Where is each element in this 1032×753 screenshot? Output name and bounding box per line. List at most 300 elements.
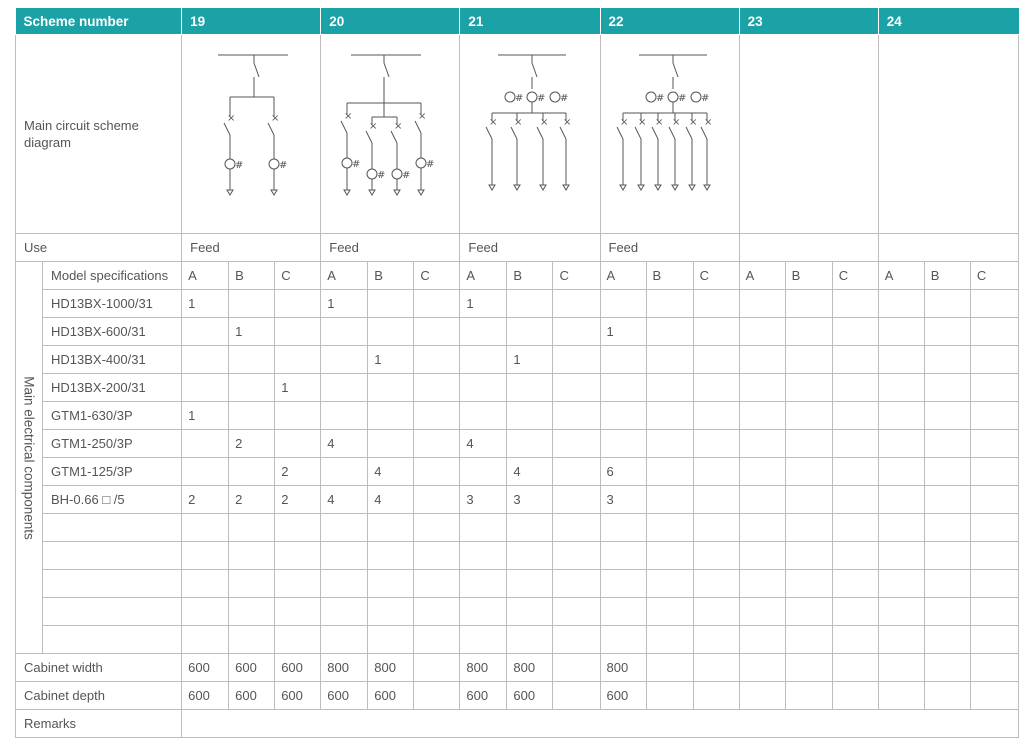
quantity-cell: 1	[182, 402, 229, 430]
switch-blade	[537, 127, 543, 139]
column-letter: C	[970, 262, 1018, 290]
quantity-cell	[414, 290, 460, 318]
quantity-cell	[646, 346, 693, 374]
quantity-cell	[414, 570, 460, 598]
quantity-cell	[739, 486, 785, 514]
quantity-cell: 3	[507, 486, 553, 514]
cabinet-width-cell: 800	[460, 654, 507, 682]
component-model-name	[43, 514, 182, 542]
table-row	[16, 598, 1019, 626]
quantity-cell	[693, 374, 739, 402]
ct-hash-mark: #	[515, 93, 524, 104]
column-letter: B	[646, 262, 693, 290]
quantity-cell	[693, 290, 739, 318]
quantity-cell	[414, 430, 460, 458]
quantity-cell: 1	[460, 290, 507, 318]
quantity-cell: 2	[182, 486, 229, 514]
breaker-x-mark: ×	[540, 117, 549, 128]
quantity-cell: 6	[600, 458, 646, 486]
quantity-cell	[832, 290, 878, 318]
cabinet-depth-row	[16, 682, 1019, 710]
quantity-cell	[414, 514, 460, 542]
quantity-cell	[878, 402, 924, 430]
quantity-cell	[832, 318, 878, 346]
quantity-cell: 1	[321, 290, 368, 318]
scheme-table	[15, 8, 1019, 738]
quantity-cell	[507, 318, 553, 346]
main-electrical-components-label	[16, 262, 43, 654]
column-letter: B	[924, 262, 970, 290]
use-value: Feed	[182, 234, 321, 262]
quantity-cell	[553, 514, 600, 542]
switch-blade	[415, 121, 421, 133]
switch-blade	[652, 127, 658, 139]
scheme-number-header: Scheme number	[16, 8, 182, 35]
cabinet-depth-cell: 600	[507, 682, 553, 710]
column-letter: A	[460, 262, 507, 290]
quantity-cell	[878, 318, 924, 346]
use-row	[16, 234, 1019, 262]
switch-blade	[686, 127, 692, 139]
cabinet-depth-cell: 600	[321, 682, 368, 710]
column-letter: C	[414, 262, 460, 290]
outgoing-arrow-icon	[489, 185, 495, 190]
quantity-cell	[321, 598, 368, 626]
component-model-name: HD13BX-400/31	[43, 346, 182, 374]
outgoing-arrow-icon	[394, 190, 400, 195]
quantity-cell	[368, 318, 414, 346]
cabinet-width-cell: 800	[321, 654, 368, 682]
quantity-cell	[368, 374, 414, 402]
quantity-cell	[832, 570, 878, 598]
scheme-21-header: 21	[460, 8, 600, 35]
quantity-cell	[507, 514, 553, 542]
quantity-cell	[693, 598, 739, 626]
quantity-cell	[878, 626, 924, 654]
quantity-cell: 1	[368, 346, 414, 374]
quantity-cell	[693, 430, 739, 458]
switch-blade	[673, 63, 678, 77]
diagram-23	[739, 35, 878, 234]
cabinet-depth-cell	[832, 682, 878, 710]
cabinet-depth-cell	[693, 682, 739, 710]
column-letter: C	[693, 262, 739, 290]
switch-blade	[391, 131, 397, 143]
column-letter: B	[229, 262, 275, 290]
quantity-cell	[182, 626, 229, 654]
quantity-cell	[321, 402, 368, 430]
quantity-cell: 1	[182, 290, 229, 318]
cabinet-width-cell	[739, 654, 785, 682]
quantity-cell	[460, 542, 507, 570]
cabinet-width-cell	[785, 654, 832, 682]
quantity-cell	[507, 290, 553, 318]
cabinet-width-cell	[970, 654, 1018, 682]
quantity-cell	[229, 458, 275, 486]
quantity-cell	[785, 626, 832, 654]
quantity-cell	[739, 430, 785, 458]
quantity-cell	[275, 626, 321, 654]
quantity-cell	[507, 374, 553, 402]
quantity-cell	[275, 402, 321, 430]
quantity-cell	[785, 430, 832, 458]
table-row	[16, 374, 1019, 402]
quantity-cell	[507, 626, 553, 654]
quantity-cell	[739, 374, 785, 402]
quantity-cell	[507, 542, 553, 570]
quantity-cell	[693, 318, 739, 346]
quantity-cell	[924, 570, 970, 598]
quantity-cell	[878, 290, 924, 318]
quantity-cell	[460, 402, 507, 430]
remarks-value	[182, 710, 1019, 738]
breaker-x-mark: ×	[654, 117, 663, 128]
breaker-x-mark: ×	[688, 117, 697, 128]
quantity-cell	[646, 514, 693, 542]
quantity-cell	[832, 458, 878, 486]
breaker-x-mark: ×	[563, 117, 572, 128]
quantity-cell	[229, 626, 275, 654]
breaker-x-mark: ×	[227, 113, 236, 124]
quantity-cell	[507, 402, 553, 430]
quantity-cell	[785, 514, 832, 542]
breaker-x-mark: ×	[369, 121, 378, 132]
ct-hash-mark: #	[377, 170, 386, 181]
use-value: Feed	[600, 234, 739, 262]
quantity-cell	[414, 458, 460, 486]
quantity-cell	[368, 430, 414, 458]
breaker-x-mark: ×	[418, 111, 427, 122]
current-transformer-icon	[225, 159, 235, 169]
quantity-cell	[321, 514, 368, 542]
diagram-row-label: Main circuit scheme diagram	[16, 35, 182, 234]
column-letter: B	[368, 262, 414, 290]
quantity-cell	[878, 430, 924, 458]
cabinet-depth-cell: 600	[182, 682, 229, 710]
diagram-22	[600, 35, 739, 234]
quantity-cell	[600, 542, 646, 570]
scheme-22-header: 22	[600, 8, 739, 35]
quantity-cell	[878, 570, 924, 598]
outgoing-arrow-icon	[227, 190, 233, 195]
quantity-cell	[646, 626, 693, 654]
cabinet-width-cell: 800	[507, 654, 553, 682]
cabinet-depth-cell: 600	[460, 682, 507, 710]
quantity-cell	[878, 542, 924, 570]
table-row	[16, 486, 1019, 514]
cabinet-depth-label: Cabinet depth	[16, 682, 182, 710]
ct-hash-mark: #	[235, 160, 244, 171]
quantity-cell	[321, 626, 368, 654]
ct-hash-mark: #	[560, 93, 569, 104]
quantity-cell	[646, 430, 693, 458]
quantity-cell: 4	[368, 458, 414, 486]
quantity-cell	[646, 290, 693, 318]
quantity-cell	[924, 458, 970, 486]
quantity-cell	[414, 626, 460, 654]
quantity-cell	[785, 598, 832, 626]
quantity-cell	[970, 458, 1018, 486]
remarks-label: Remarks	[16, 710, 182, 738]
quantity-cell	[553, 318, 600, 346]
quantity-cell	[600, 570, 646, 598]
cabinet-width-cell: 600	[182, 654, 229, 682]
quantity-cell	[414, 486, 460, 514]
quantity-cell	[275, 570, 321, 598]
quantity-cell: 4	[507, 458, 553, 486]
component-model-name: GTM1-250/3P	[43, 430, 182, 458]
quantity-cell	[739, 458, 785, 486]
quantity-cell	[832, 430, 878, 458]
quantity-cell: 2	[275, 486, 321, 514]
outgoing-arrow-icon	[271, 190, 277, 195]
cabinet-width-cell	[878, 654, 924, 682]
quantity-cell	[553, 598, 600, 626]
quantity-cell: 1	[507, 346, 553, 374]
quantity-cell	[646, 318, 693, 346]
quantity-cell	[182, 458, 229, 486]
switch-blade	[560, 127, 566, 139]
quantity-cell	[970, 598, 1018, 626]
quantity-cell	[878, 598, 924, 626]
quantity-cell	[970, 374, 1018, 402]
quantity-cell	[646, 598, 693, 626]
cabinet-width-cell	[832, 654, 878, 682]
outgoing-arrow-icon	[369, 190, 375, 195]
model-specifications-label: Model specifications	[43, 262, 182, 290]
quantity-cell	[924, 514, 970, 542]
quantity-cell	[878, 514, 924, 542]
current-transformer-icon	[367, 169, 377, 179]
table-row	[16, 542, 1019, 570]
switch-blade	[224, 123, 230, 135]
ct-hash-mark: #	[700, 93, 709, 104]
current-transformer-icon	[691, 92, 701, 102]
outgoing-arrow-icon	[655, 185, 661, 190]
component-model-name: GTM1-125/3P	[43, 458, 182, 486]
quantity-cell	[646, 458, 693, 486]
switch-blade	[341, 121, 347, 133]
breaker-x-mark: ×	[671, 117, 680, 128]
quantity-cell	[368, 290, 414, 318]
quantity-cell	[600, 290, 646, 318]
cabinet-width-cell	[646, 654, 693, 682]
quantity-cell	[553, 290, 600, 318]
quantity-cell	[832, 626, 878, 654]
column-letter: B	[507, 262, 553, 290]
current-transformer-icon	[392, 169, 402, 179]
cabinet-depth-cell	[553, 682, 600, 710]
ct-hash-mark: #	[426, 159, 435, 170]
current-transformer-icon	[342, 158, 352, 168]
quantity-cell	[878, 486, 924, 514]
quantity-cell: 1	[275, 374, 321, 402]
quantity-cell: 2	[275, 458, 321, 486]
quantity-cell: 1	[229, 318, 275, 346]
quantity-cell	[832, 542, 878, 570]
circuit-diagram-19	[182, 35, 321, 233]
quantity-cell	[739, 514, 785, 542]
quantity-cell	[970, 318, 1018, 346]
component-model-name: HD13BX-1000/31	[43, 290, 182, 318]
quantity-cell	[275, 318, 321, 346]
quantity-cell	[739, 318, 785, 346]
quantity-cell	[832, 514, 878, 542]
component-model-name	[43, 598, 182, 626]
quantity-cell	[785, 374, 832, 402]
quantity-cell	[182, 374, 229, 402]
cabinet-depth-cell	[739, 682, 785, 710]
column-letter: A	[739, 262, 785, 290]
quantity-cell	[368, 626, 414, 654]
quantity-cell	[275, 598, 321, 626]
component-model-name: GTM1-630/3P	[43, 402, 182, 430]
quantity-cell	[553, 374, 600, 402]
switch-blade	[486, 127, 492, 139]
quantity-cell	[970, 570, 1018, 598]
quantity-cell	[321, 318, 368, 346]
quantity-cell	[182, 346, 229, 374]
quantity-cell	[924, 542, 970, 570]
quantity-cell: 4	[368, 486, 414, 514]
quantity-cell	[275, 430, 321, 458]
quantity-cell	[553, 346, 600, 374]
ct-hash-mark: #	[279, 160, 288, 171]
cabinet-depth-cell: 600	[275, 682, 321, 710]
table-row	[16, 626, 1019, 654]
cabinet-width-cell	[693, 654, 739, 682]
quantity-cell	[600, 374, 646, 402]
quantity-cell	[229, 402, 275, 430]
quantity-cell	[646, 374, 693, 402]
outgoing-arrow-icon	[638, 185, 644, 190]
quantity-cell	[785, 486, 832, 514]
diagram-24	[878, 35, 1018, 234]
cabinet-depth-cell	[646, 682, 693, 710]
quantity-cell	[924, 318, 970, 346]
main-electrical-components-text: Main electrical components	[21, 375, 37, 540]
quantity-cell	[739, 542, 785, 570]
quantity-cell: 3	[600, 486, 646, 514]
diagram-21	[460, 35, 600, 234]
quantity-cell	[600, 430, 646, 458]
quantity-cell	[970, 486, 1018, 514]
scheme-20-header: 20	[321, 8, 460, 35]
quantity-cell	[970, 542, 1018, 570]
current-transformer-icon	[550, 92, 560, 102]
switch-blade	[254, 63, 259, 77]
quantity-cell	[739, 598, 785, 626]
use-value	[878, 234, 1018, 262]
quantity-cell	[693, 346, 739, 374]
cabinet-width-cell	[924, 654, 970, 682]
cabinet-width-cell: 600	[275, 654, 321, 682]
quantity-cell	[646, 486, 693, 514]
quantity-cell	[785, 290, 832, 318]
quantity-cell	[693, 514, 739, 542]
quantity-cell	[646, 402, 693, 430]
quantity-cell	[182, 570, 229, 598]
quantity-cell	[229, 514, 275, 542]
quantity-cell: 4	[460, 430, 507, 458]
column-letter: A	[321, 262, 368, 290]
ct-hash-mark: #	[677, 93, 686, 104]
outgoing-arrow-icon	[514, 185, 520, 190]
scheme-19-header: 19	[182, 8, 321, 35]
outgoing-arrow-icon	[672, 185, 678, 190]
quantity-cell	[553, 626, 600, 654]
quantity-cell	[275, 542, 321, 570]
table-row	[16, 458, 1019, 486]
outgoing-arrow-icon	[418, 190, 424, 195]
switch-blade	[617, 127, 623, 139]
outgoing-arrow-icon	[563, 185, 569, 190]
quantity-cell	[460, 514, 507, 542]
quantity-cell	[368, 514, 414, 542]
quantity-cell	[229, 542, 275, 570]
current-transformer-icon	[527, 92, 537, 102]
switch-blade	[268, 123, 274, 135]
column-letter: B	[785, 262, 832, 290]
quantity-cell	[460, 346, 507, 374]
table-row	[16, 290, 1019, 318]
scheme-table-sheet	[15, 8, 1019, 746]
quantity-cell	[275, 514, 321, 542]
breaker-x-mark: ×	[394, 121, 403, 132]
use-value: Feed	[321, 234, 460, 262]
quantity-cell	[785, 458, 832, 486]
quantity-cell	[970, 290, 1018, 318]
switch-blade	[701, 127, 707, 139]
outgoing-arrow-icon	[704, 185, 710, 190]
quantity-cell	[460, 626, 507, 654]
quantity-cell	[553, 570, 600, 598]
quantity-cell	[553, 430, 600, 458]
quantity-cell	[321, 458, 368, 486]
quantity-cell	[460, 458, 507, 486]
quantity-cell	[507, 598, 553, 626]
quantity-cell	[832, 598, 878, 626]
breaker-x-mark: ×	[637, 117, 646, 128]
circuit-diagram-20	[321, 35, 460, 233]
column-letter: C	[553, 262, 600, 290]
current-transformer-icon	[646, 92, 656, 102]
column-letter: C	[275, 262, 321, 290]
quantity-cell	[832, 486, 878, 514]
quantity-cell	[739, 346, 785, 374]
quantity-cell	[507, 430, 553, 458]
cabinet-depth-cell: 600	[368, 682, 414, 710]
quantity-cell	[739, 290, 785, 318]
quantity-cell	[924, 290, 970, 318]
quantity-cell	[832, 402, 878, 430]
cabinet-width-cell	[414, 654, 460, 682]
quantity-cell: 2	[229, 486, 275, 514]
switch-blade	[384, 63, 389, 77]
ct-hash-mark: #	[655, 93, 664, 104]
quantity-cell	[785, 346, 832, 374]
use-value: Feed	[460, 234, 600, 262]
quantity-cell	[182, 598, 229, 626]
quantity-cell	[182, 514, 229, 542]
current-transformer-icon	[668, 92, 678, 102]
component-model-name	[43, 626, 182, 654]
quantity-cell	[693, 626, 739, 654]
table-row	[16, 430, 1019, 458]
quantity-cell	[646, 570, 693, 598]
quantity-cell	[321, 542, 368, 570]
quantity-cell	[182, 430, 229, 458]
